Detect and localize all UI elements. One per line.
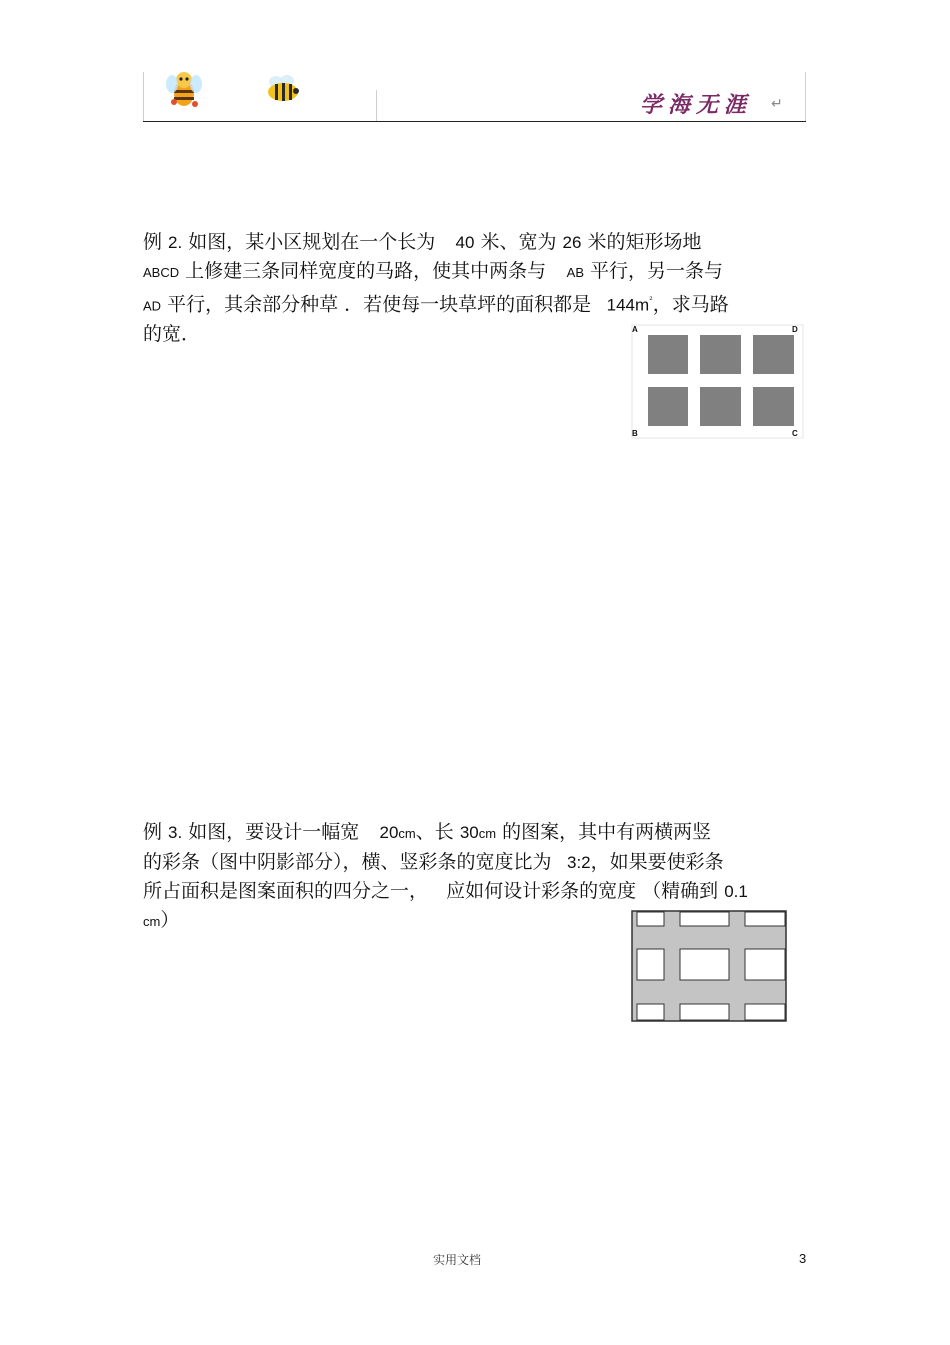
text-run: 如图，要设计一幅宽 <box>182 821 366 843</box>
text-run: 的图案，其中有两横两竖 <box>496 821 712 843</box>
text-run: 米的矩形场地 <box>581 231 702 253</box>
example-2-line-1 <box>143 228 808 257</box>
header-divider-left <box>143 72 144 122</box>
grass-plot <box>753 387 794 426</box>
text-run: 平行，其余部分种草 ．若使每一块草坪的面积都是 <box>161 293 598 316</box>
text-run: 的彩条（图中阴影部分），横、竖彩条的宽度比为 <box>143 851 558 873</box>
text-run: 3. <box>168 823 183 842</box>
header-divider-right <box>805 72 806 122</box>
pattern-blank-cell <box>637 1004 664 1020</box>
footer-text: 实用文档 <box>433 1253 482 1267</box>
text-run: 26 <box>562 233 582 252</box>
text-run: ² <box>649 296 653 306</box>
text-run: 40 <box>441 233 475 252</box>
example-3-line-3 <box>143 877 808 906</box>
text-run: 所占面积是图案面积的四分之一， <box>143 880 435 902</box>
text-run: 20 <box>365 823 399 842</box>
header-rule <box>143 121 806 122</box>
example-3-figure <box>630 909 790 1023</box>
text-run: 30 <box>459 823 479 842</box>
grass-plot <box>700 387 741 426</box>
text-run: cm <box>398 826 416 841</box>
pattern-blank-cell <box>680 949 729 980</box>
text-run: 上修建三条同样宽度的马路，使其中两条与 <box>179 260 553 282</box>
text-run: 如图，某小区规划在一个长为 <box>182 231 442 253</box>
text-run: 0.1 <box>724 882 748 901</box>
text-run: AB <box>552 265 585 280</box>
pattern-blank-cell <box>745 949 785 980</box>
text-run: cm <box>143 914 161 929</box>
text-run: 例 <box>143 821 169 843</box>
text-run: 平行，另一条与 <box>584 260 724 282</box>
pattern-blank-cell <box>745 912 785 926</box>
corner-label-a: A <box>632 325 638 334</box>
grass-plot <box>753 335 794 374</box>
pattern-blank-cell <box>637 949 664 980</box>
text-run: ） <box>160 909 180 931</box>
return-mark: ↵ <box>771 96 783 112</box>
text-run: ABCD <box>143 265 180 280</box>
text-run: cm <box>478 826 497 841</box>
text-run: 的宽． <box>143 323 201 346</box>
text-run: 例 <box>143 231 169 253</box>
text-run: 3:2 <box>557 853 591 872</box>
text-run: AD <box>143 298 162 314</box>
pattern-blank-cell <box>637 912 664 926</box>
corner-label-c: C <box>792 429 798 438</box>
example-3-line-2 <box>143 848 808 877</box>
grass-plot <box>648 335 688 374</box>
example-2-figure <box>630 322 806 440</box>
corner-label-d: D <box>792 325 798 334</box>
example-2-line-2 <box>143 257 808 287</box>
bee-cartoon-icon <box>162 68 206 112</box>
text-run: ，如果要使彩条 <box>590 851 724 873</box>
page-number: 3 <box>799 1251 807 1266</box>
example-3-line-1 <box>143 818 808 848</box>
bee-icon <box>263 74 303 104</box>
pattern-blank-cell <box>680 912 729 926</box>
pattern-blank-cell <box>745 1004 785 1020</box>
grass-plot <box>700 335 741 374</box>
text-run: 应如何设计彩条的宽度 （精确到 <box>434 880 725 902</box>
pattern-blank-cell <box>680 1004 729 1020</box>
text-run: 2. <box>168 233 183 252</box>
corner-label-b: B <box>632 429 638 438</box>
header-divider-middle <box>376 90 377 122</box>
grass-plot <box>648 387 688 426</box>
text-run: 米、宽为 <box>474 231 563 253</box>
text-run: 、长 <box>415 821 460 843</box>
text-run: 144m <box>597 295 650 315</box>
header-motto: 学海无涯 <box>640 92 753 118</box>
example-2-line-3 <box>143 287 808 320</box>
text-run: ，求马路 <box>652 293 729 316</box>
page-header <box>0 0 950 130</box>
